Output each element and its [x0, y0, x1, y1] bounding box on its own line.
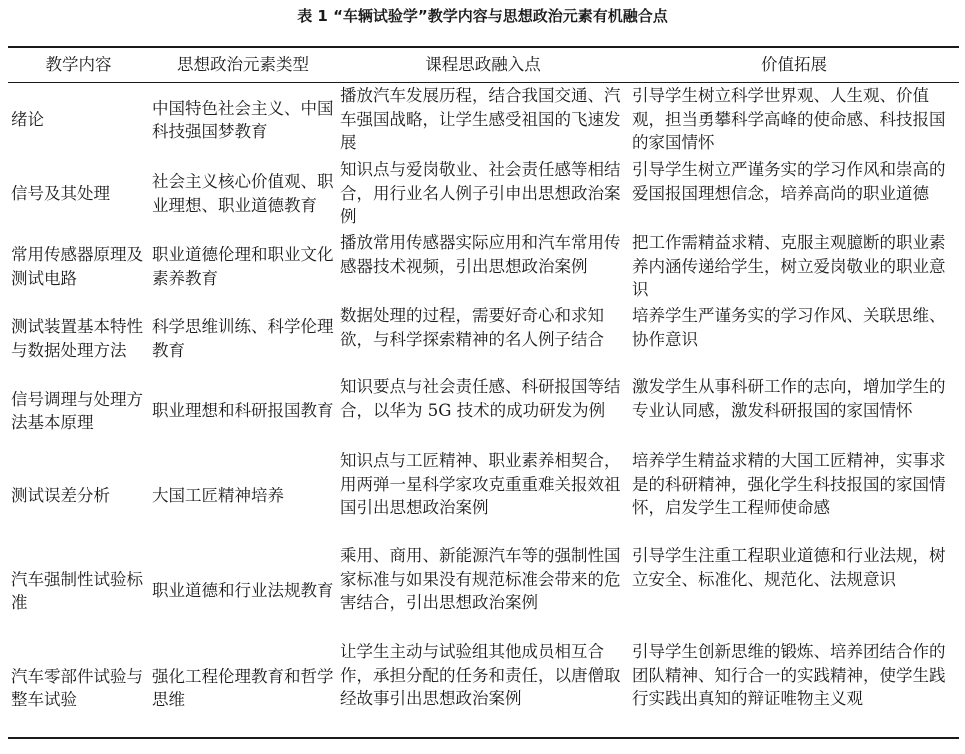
cell-element-type: 社会主义核心价值观、职业理想、职业道德教育 — [152, 172, 334, 215]
cell-integration-point: 播放常用传感器实际应用和汽车常用传感器技术视频，引出思想政治案例 — [340, 233, 621, 276]
header-integration-point: 课程思政融入点 — [337, 47, 629, 83]
cell-teaching-content: 汽车强制性试验标准 — [11, 569, 143, 612]
table-row — [8, 448, 959, 543]
cell-teaching-content: 测试误差分析 — [11, 485, 110, 505]
cell-element-type: 强化工程伦理教育和哲学思维 — [149, 639, 337, 738]
content-table — [8, 46, 959, 739]
cell-teaching-content: 常用传感器原理及测试电路 — [11, 245, 143, 288]
header-teaching-content: 教学内容 — [8, 47, 149, 83]
table-caption: 表 1 “车辆试验学”教学内容与思想政治元素有机融合点 — [297, 7, 668, 25]
cell-element-type: 职业理想和科研报国教育 — [152, 401, 334, 421]
cell-integration-point: 知识点与工匠精神、职业素养相契合，用两弹一星科学家攻克重重难关报效祖国引出思想政治案例 — [340, 451, 621, 517]
table-row — [8, 230, 959, 303]
table-header-row — [8, 47, 959, 83]
cell-integration-point: 数据处理的过程，需要好奇心和求知欲，与科学探索精神的名人例子结合 — [340, 306, 604, 349]
cell-integration-point: 播放汽车发展历程，结合我国交通、汽车强国战略，让学生感受祖国的飞速发展 — [340, 86, 621, 152]
cell-value-extension: 培养学生精益求精的大国工匠精神，实事求是的科研精神，强化学生科技报国的家国情怀，启发学生工程师使命感 — [632, 451, 946, 517]
cell-element-type: 大国工匠精神培养 — [152, 485, 284, 505]
cell-integration-point: 知识要点与社会责任感、科研报国等结合，以华为 5G 技术的成功研发为例 — [340, 377, 621, 420]
cell-value-extension: 引导学生创新思维的锻炼、培养团结合作的团队精神、知行合一的实践精神，使学生践行实践出真知的辩证唯物主义观 — [629, 639, 959, 738]
cell-value-extension: 激发学生从事科研工作的志向，增加学生的专业认同感，激发科研报国的家国情怀 — [632, 377, 946, 420]
cell-value-extension: 引导学生树立科学世界观、人生观、价值观，担当勇攀科学高峰的使命感、科技报国的家国情怀 — [632, 86, 946, 152]
header-value-extension: 价值拓展 — [629, 47, 959, 83]
table-row — [8, 639, 959, 738]
table-row — [8, 83, 959, 158]
cell-value-extension: 引导学生注重工程职业道德和行业法规，树立安全、标准化、规范化、法规意识 — [632, 546, 946, 589]
cell-value-extension: 培养学生严谨务实的学习作风、关联思维、协作意识 — [632, 306, 946, 349]
cell-element-type: 职业道德和行业法规教育 — [152, 581, 334, 601]
cell-element-type: 科学思维训练、科学伦理教育 — [152, 317, 334, 360]
cell-teaching-content: 绪论 — [11, 110, 44, 130]
cell-element-type: 职业道德伦理和职业文化素养教育 — [152, 245, 334, 288]
cell-teaching-content: 信号及其处理 — [11, 183, 110, 203]
table-row — [8, 157, 959, 230]
cell-value-extension: 引导学生树立严谨务实的学习作风和崇高的爱国报国理想信念，培养高尚的职业道德 — [632, 160, 946, 203]
cell-element-type: 中国特色社会主义、中国科技强国梦教育 — [152, 98, 334, 141]
header-element-type: 思想政治元素类型 — [149, 47, 337, 83]
cell-integration-point: 乘用、商用、新能源汽车等的强制性国家标准与如果没有规范标准会带来的危害结合，引出思想政治案例 — [340, 546, 621, 612]
cell-teaching-content: 信号调理与处理方法基本原理 — [11, 389, 143, 432]
cell-teaching-content: 汽车零部件试验与整车试验 — [8, 639, 149, 738]
table-row — [8, 303, 959, 374]
cell-integration-point: 知识点与爱岗敬业、社会责任感等相结合，用行业名人例子引申出思想政治案例 — [340, 160, 621, 226]
cell-value-extension: 把工作需精益求精、克服主观臆断的职业素养内涵传递给学生，树立爱岗敬业的职业意识 — [632, 233, 946, 299]
table-row — [8, 374, 959, 448]
cell-integration-point: 让学生主动与试验组其他成员相互合作，承担分配的任务和责任，以唐僧取经故事引出思想政治案例 — [337, 639, 629, 738]
table-row — [8, 543, 959, 639]
cell-teaching-content: 测试装置基本特性与数据处理方法 — [11, 317, 143, 360]
